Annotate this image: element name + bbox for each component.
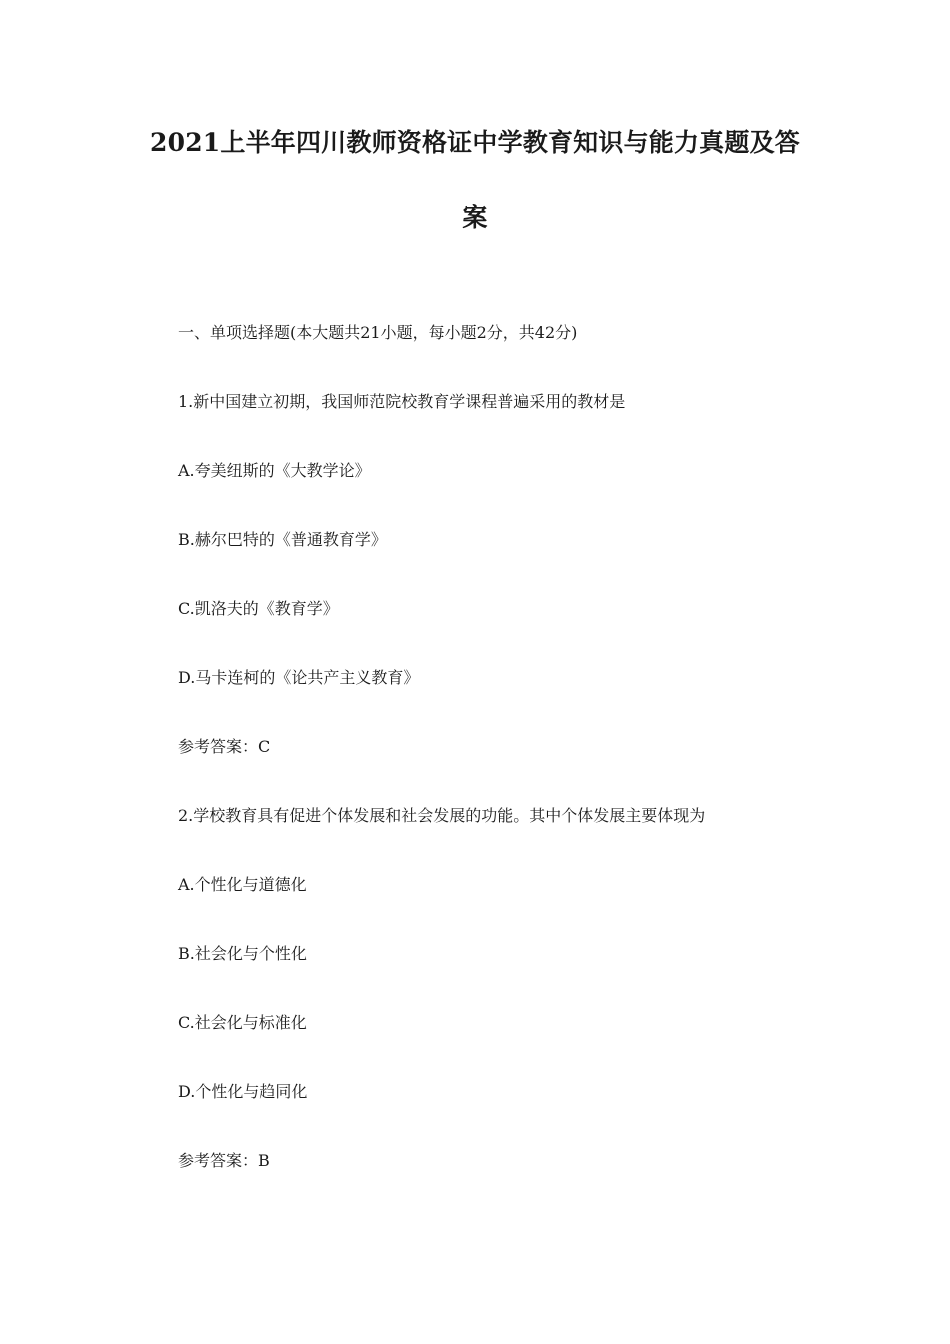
- document-title-line-1: 2021上半年四川教师资格证中学教育知识与能力真题及答: [150, 128, 800, 157]
- question-1-answer: 参考答案：C: [178, 737, 271, 756]
- question-2-answer: 参考答案：B: [178, 1151, 270, 1170]
- question-1-stem: 1.新中国建立初期，我国师范院校教育学课程普遍采用的教材是: [178, 392, 626, 411]
- question-1-option-a: A.夸美纽斯的《大教学论》: [178, 461, 371, 480]
- question-2-option-b: B.社会化与个性化: [178, 944, 307, 963]
- question-1-option-b: B.赫尔巴特的《普通教育学》: [178, 530, 387, 549]
- document-title-line-2: 案: [462, 203, 488, 232]
- question-2-option-d: D.个性化与趋同化: [178, 1082, 308, 1101]
- question-1-option-c: C.凯洛夫的《教育学》: [178, 599, 339, 618]
- section-heading: 一、单项选择题(本大题共21小题，每小题2分，共42分): [178, 323, 578, 342]
- question-2-option-a: A.个性化与道德化: [178, 875, 307, 894]
- question-2-option-c: C.社会化与标准化: [178, 1013, 307, 1032]
- question-2-stem: 2.学校教育具有促进个体发展和社会发展的功能。其中个体发展主要体现为: [178, 806, 706, 825]
- question-1-option-d: D.马卡连柯的《论共产主义教育》: [178, 668, 420, 687]
